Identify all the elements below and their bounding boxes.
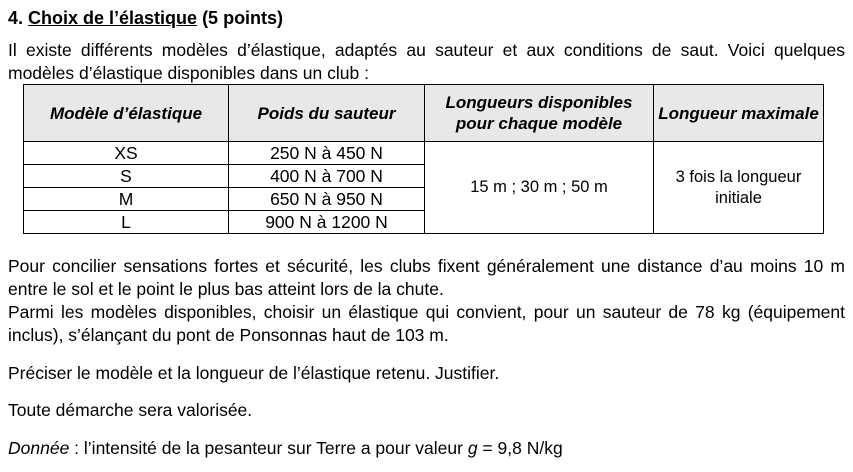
section-title: Choix de l’élastique [28,8,198,28]
model-cell: L [24,211,229,234]
header-model: Modèle d’élastique [24,85,229,142]
weight-cell: 250 N à 450 N [229,142,425,165]
header-weight: Poids du sauteur [229,85,425,142]
header-lengths: Longueurs disponibles pour chaque modèle [425,85,654,142]
max-length-cell: 3 fois la longueur initiale [654,142,824,234]
given-data-line [8,437,563,460]
data-label: Donnée [8,438,70,458]
lengths-cell: 15 m ; 30 m ; 50 m [425,142,654,234]
table-header-row [24,85,824,142]
weight-cell: 900 N à 1200 N [229,211,425,234]
weight-cell: 400 N à 700 N [229,165,425,188]
weight-cell: 650 N à 950 N [229,188,425,211]
question-line: Préciser le modèle et la longueur de l’élastique retenu. Justifier. [8,363,500,383]
model-cell: M [24,188,229,211]
section-number: 4. [8,8,29,28]
model-cell: XS [24,142,229,165]
model-cell: S [24,165,229,188]
data-text: : l’intensité de la pesanteur sur Terre a pour valeur [69,438,468,458]
section-heading [8,6,283,30]
task-paragraph: Parmi les modèles disponibles, choisir un élastique qui convient, pour un sauteur de 78 kg (équipement inclus), s’élançant du pont de Ponsonnas haut de 103 m. [8,302,845,345]
elastic-models-table [23,84,824,234]
gravity-value: = 9,8 N/kg [477,438,563,458]
gravity-symbol: g [467,438,478,458]
safety-paragraph: Pour concilier sensations fortes et sécurité, les clubs fixent généralement une distance d’au moins 10 m entre le sol et le point le plus bas atteint lors de la chute. [8,256,845,299]
section-points: (5 points) [197,8,284,28]
header-max-length: Longueur maximale [654,85,824,142]
table-row [24,142,824,165]
note-line: Toute démarche sera valorisée. [8,400,253,420]
intro-paragraph: Il existe différents modèles d’élastique, adaptés au sauteur et aux conditions de saut. Voici quelques modèles d’élastique disponibles dans un club : [8,40,845,83]
